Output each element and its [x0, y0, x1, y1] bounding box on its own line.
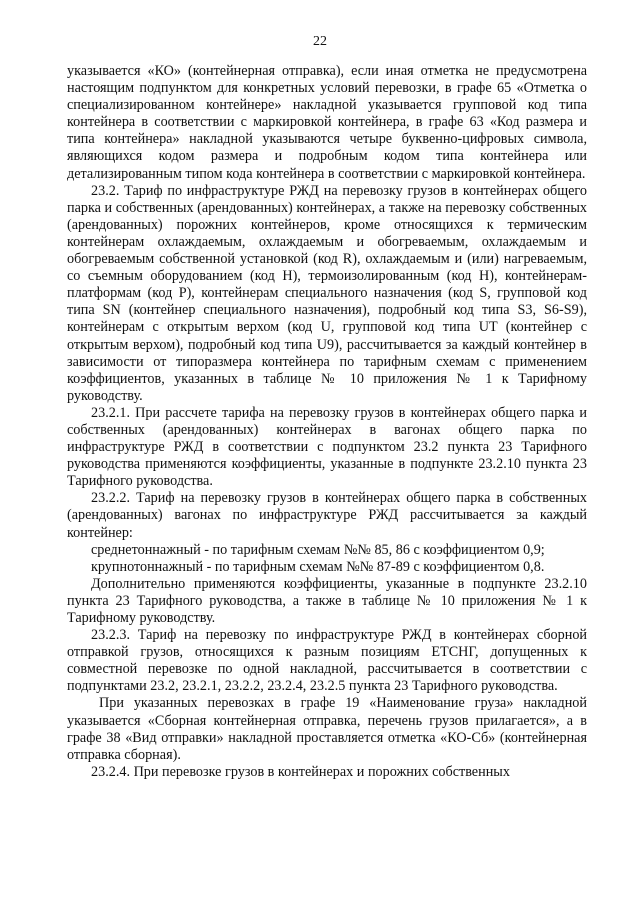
paragraph-continuation: указывается «КО» (контейнерная отправка), если иная отметка не предусмотрена настоящим подпунктом для конкретных условий перевозки, в графе 65 «Отметка о специализированном контейнере» накладной указывается групповой код типа контейнера в соответствии с маркировкой контейнера, в графе 63 «Код размера и типа контейнера» накладной указываются четыре буквенно-цифровых символа, являющихся кодом размера и подробным кодом типа контейнера или детализированным типом кода контейнера в соответствии с маркировкой контейнера. [67, 63, 587, 182]
page-number: 22 [313, 34, 327, 49]
list-item-large-tonnage: крупнотоннажный - по тарифным схемам №№ 87-89 с коэффициентом 0,8. [91, 558, 545, 575]
list-item-medium-tonnage: среднетоннажный - по тарифным схемам №№ 85, 86 с коэффициентом 0,9; [91, 541, 545, 558]
paragraph-23-2-2: 23.2.2. Тариф на перевозку грузов в контейнерах общего парка в собственных (арендованных) вагонах по инфраструктуре РЖД рассчитывается за каждый контейнер: [67, 490, 587, 541]
paragraph-consolidated-shipment: При указанных перевозках в графе 19 «Наименование груза» накладной указывается «Сборная контейнерная отправка, перечень грузов прилагается», а в графе 38 «Вид отправки» накладной проставляется отметка «КО-Сб» (контейнерная отправка сборная). [67, 695, 587, 763]
paragraph-23-2-3: 23.2.3. Тариф на перевозку по инфраструктуре РЖД в контейнерах сборной отправкой грузов, относящихся к разным позициям ЕТСНГ, допущенных к совместной перевозке по одной накладной, рассчитывается в соответствии с подпунктами 23.2, 23.2.1, 23.2.2, 23.2.4, 23.2.5 пункта 23 Тарифного руководства. [67, 627, 587, 695]
paragraph-23-2: 23.2. Тариф по инфраструктуре РЖД на перевозку грузов в контейнерах общего парка и собственных (арендованных) контейнерах, а также на перевозку собственных (арендованных) порожних контейнеров, кроме относящихся к термическим контейнерам охлаждаемым, охлаждаемым и обогреваемым, охлаждаемым и обогреваемым собственной установкой (код R), охлаждаемым и (или) нагреваемым, со съемным оборудованием (код H), термоизолированным (код H), контейнерам-платформам (код P), контейнерам специального назначения (код S, групповой код типа SN (контейнер специального назначения), подробный код типа S3, S6-S9), контейнерам с открытым верхом (код U, групповой код типа UT (контейнер с открытым верхом), подробный код типа U9), рассчитывается за каждый контейнер в зависимости от типоразмера контейнера по тарифным схемам с применением коэффициентов, указанных в таблице № 10 приложения № 1 к Тарифному руководству. [67, 182, 587, 404]
paragraph-23-2-1: 23.2.1. При рассчете тарифа на перевозку грузов в контейнерах общего парка и собственных (арендованных) контейнерах в вагонах общего парка по инфраструктуре РЖД в соответствии с подпунктом 23.2 пункта 23 Тарифного руководства применяются коэффициенты, указанные в подпункте 23.2.10 пункта 23 Тарифного руководства. [67, 404, 587, 490]
paragraph-additional-coefficients: Дополнительно применяются коэффициенты, указанные в подпункте 23.2.10 пункта 23 Тарифного руководства, а также в таблице № 10 приложения № 1 к Тарифному руководству. [67, 575, 587, 626]
document-body [67, 63, 587, 781]
paragraph-23-2-4: 23.2.4. При перевозке грузов в контейнерах и порожних собственных [91, 763, 510, 780]
